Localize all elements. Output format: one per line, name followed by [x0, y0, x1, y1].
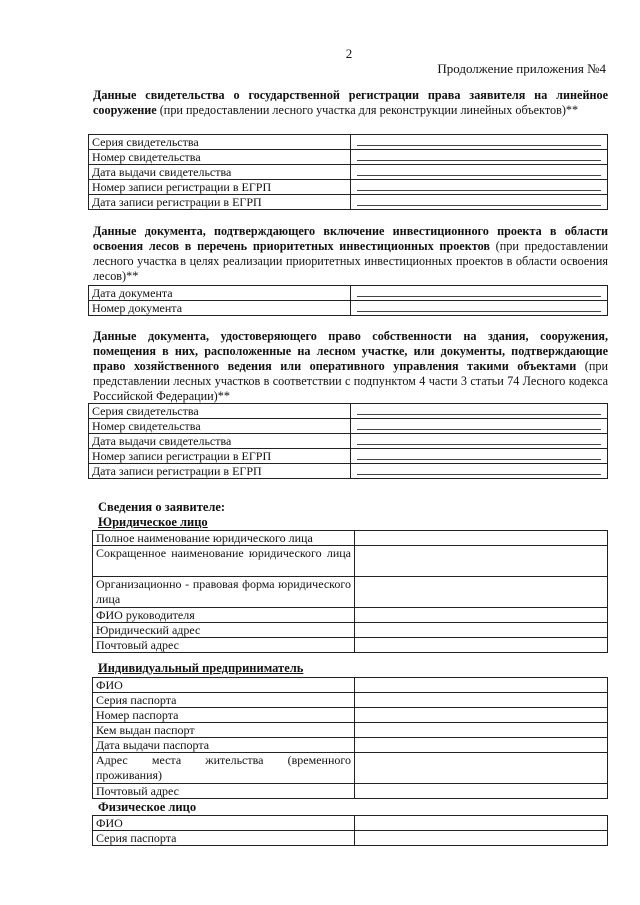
- row-label: Серия свидетельства: [89, 135, 351, 150]
- table-row: [93, 678, 608, 693]
- table-row: [89, 180, 608, 195]
- row-label: Серия паспорта: [93, 831, 355, 846]
- table-row: [93, 638, 608, 653]
- table-row: [89, 135, 608, 150]
- value-field[interactable]: [355, 623, 608, 638]
- row-label: Организационно - правовая форма юридического лица: [93, 577, 355, 608]
- row-label: Дата записи регистрации в ЕГРП: [89, 464, 351, 479]
- table-row: [93, 623, 608, 638]
- table-row: [93, 831, 608, 846]
- table-row: [89, 434, 608, 449]
- row-label: Дата выдачи свидетельства: [89, 165, 351, 180]
- value-field[interactable]: [351, 150, 608, 165]
- value-field[interactable]: [355, 831, 608, 846]
- row-label: Номер свидетельства: [89, 150, 351, 165]
- section2-title-rest: (при предоставлении лесного участка в целях реализации приоритетных инвестиционных проектов в области освоения лесов)**: [93, 239, 608, 283]
- value-field[interactable]: [355, 693, 608, 708]
- section2-table: [88, 285, 608, 316]
- table-row: [89, 150, 608, 165]
- table-row: [93, 723, 608, 738]
- table-row: [89, 286, 608, 301]
- section1-title: [93, 88, 608, 118]
- section3-table: [88, 403, 608, 479]
- section3-title-rest: (при представлении лесных участков в соответствии с подпунктом 4 части 3 статьи 74 Лесного кодекса Российской Федерации)**: [93, 359, 608, 403]
- value-field[interactable]: [355, 678, 608, 693]
- row-label: Номер записи регистрации в ЕГРП: [89, 449, 351, 464]
- value-field[interactable]: [351, 180, 608, 195]
- value-field[interactable]: [351, 434, 608, 449]
- row-label: Номер записи регистрации в ЕГРП: [89, 180, 351, 195]
- section1-title-rest: (при предоставлении лесного участка для реконструкции линейных объектов)**: [159, 103, 579, 117]
- entrepreneur-heading: Индивидуальный предприниматель: [98, 661, 304, 675]
- table-row: [89, 419, 608, 434]
- value-field[interactable]: [355, 738, 608, 753]
- individual-table: [92, 815, 608, 846]
- continuation-label: Продолжение приложения №4: [437, 61, 606, 76]
- value-field[interactable]: [351, 404, 608, 419]
- legal-entity-table: [92, 530, 608, 653]
- row-label: Адрес места жительства (временного проживания): [93, 753, 355, 784]
- value-field[interactable]: [351, 419, 608, 434]
- table-row: [93, 816, 608, 831]
- row-label: Юридический адрес: [93, 623, 355, 638]
- entrepreneur-table: [92, 677, 608, 799]
- value-field[interactable]: [355, 753, 608, 784]
- section3-title: [93, 329, 608, 404]
- table-row: [89, 464, 608, 479]
- row-label: Номер документа: [89, 301, 351, 316]
- value-field[interactable]: [355, 577, 608, 608]
- value-field[interactable]: [351, 301, 608, 316]
- row-label: Номер паспорта: [93, 708, 355, 723]
- table-row: [93, 546, 608, 577]
- table-row: [93, 577, 608, 608]
- value-field[interactable]: [351, 449, 608, 464]
- table-row: [93, 693, 608, 708]
- table-row: [93, 753, 608, 784]
- value-field[interactable]: [355, 638, 608, 653]
- value-field[interactable]: [351, 464, 608, 479]
- section1-title-bold: Данные свидетельства о государственной регистрации права заявителя на линейное сооружение: [93, 88, 608, 117]
- row-label: Полное наименование юридического лица: [93, 531, 355, 546]
- section2-title-bold: Данные документа, подтверждающего включение инвестиционного проекта в области освоения лесов в перечень приоритетных инвестиционных проектов: [93, 224, 608, 253]
- row-label: ФИО руководителя: [93, 608, 355, 623]
- section1-table: [88, 134, 608, 210]
- table-row: [93, 608, 608, 623]
- value-field[interactable]: [355, 608, 608, 623]
- row-label: Кем выдан паспорт: [93, 723, 355, 738]
- value-field[interactable]: [351, 135, 608, 150]
- value-field[interactable]: [351, 286, 608, 301]
- table-row: [93, 784, 608, 799]
- row-label: ФИО: [93, 678, 355, 693]
- individual-heading: Физическое лицо: [98, 800, 197, 814]
- table-row: [89, 301, 608, 316]
- value-field[interactable]: [355, 723, 608, 738]
- row-label: Дата документа: [89, 286, 351, 301]
- row-label: Дата записи регистрации в ЕГРП: [89, 195, 351, 210]
- row-label: Сокращенное наименование юридического лица: [93, 546, 355, 577]
- section3-title-bold: Данные документа, удостоверяющего право собственности на здания, сооружения, помещения в них, расположенные на лесном участке, или документы, подтверждающие право хозяйственного ведения или оперативного управления такими объектами: [93, 329, 608, 373]
- value-field[interactable]: [355, 708, 608, 723]
- row-label: Почтовый адрес: [93, 784, 355, 799]
- row-label: Дата выдачи паспорта: [93, 738, 355, 753]
- value-field[interactable]: [355, 546, 608, 577]
- row-label: Дата выдачи свидетельства: [89, 434, 351, 449]
- value-field[interactable]: [355, 531, 608, 546]
- legal-entity-heading: Юридическое лицо: [98, 515, 208, 529]
- row-label: Почтовый адрес: [93, 638, 355, 653]
- table-row: [93, 708, 608, 723]
- page-number: 2: [345, 46, 353, 61]
- table-row: [89, 195, 608, 210]
- table-row: [89, 404, 608, 419]
- table-row: [93, 738, 608, 753]
- applicant-heading: Сведения о заявителе:: [98, 500, 226, 514]
- value-field[interactable]: [355, 784, 608, 799]
- row-label: ФИО: [93, 816, 355, 831]
- value-field[interactable]: [351, 195, 608, 210]
- row-label: Номер свидетельства: [89, 419, 351, 434]
- row-label: Серия паспорта: [93, 693, 355, 708]
- table-row: [89, 449, 608, 464]
- value-field[interactable]: [351, 165, 608, 180]
- table-row: [93, 531, 608, 546]
- section2-title: [93, 224, 608, 284]
- value-field[interactable]: [355, 816, 608, 831]
- row-label: Серия свидетельства: [89, 404, 351, 419]
- table-row: [89, 165, 608, 180]
